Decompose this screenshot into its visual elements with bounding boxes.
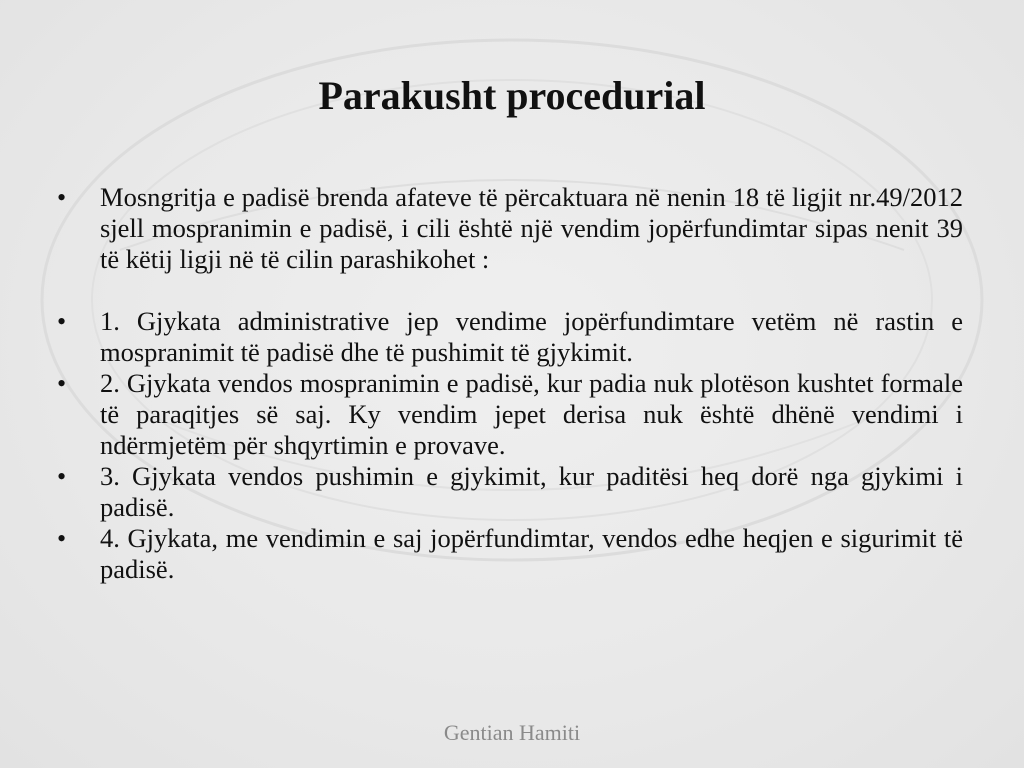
bullet-item	[57, 182, 963, 275]
bullet-text: 3. Gjykata vendos pushimin e gjykimit, kur paditësi heq dorë nga gjykimi i padisë.	[100, 461, 963, 522]
slide-title: Parakusht procedurial	[318, 73, 706, 118]
bullet-text: 2. Gjykata vendos mospranimin e padisë, kur padia nuk plotëson kushtet formale të paraqitjes së saj. Ky vendim jepet derisa nuk është dhënë vendimi i ndërmjetëm për shqyrtimin e provave.	[100, 368, 963, 460]
bullet-marker: •	[57, 307, 67, 336]
bullet-text: 1. Gjykata administrative jep vendime jopërfundimtare vetëm në rastin e mospranimit të padisë dhe të pushimit të gjykimit.	[100, 306, 963, 367]
bullet-marker: •	[57, 183, 67, 212]
bullet-marker: •	[57, 524, 67, 553]
bullet-item	[57, 368, 963, 461]
slide-footer: Gentian Hamiti	[443, 720, 581, 745]
bullet-text: 4. Gjykata, me vendimin e saj jopërfundimtar, vendos edhe heqjen e sigurimit të padisë.	[100, 523, 963, 584]
bullet-marker: •	[57, 462, 67, 491]
bullet-list	[57, 182, 963, 585]
bullet-item	[57, 523, 963, 585]
bullet-item	[57, 306, 963, 368]
bullet-text: Mosngritja e padisë brenda afateve të përcaktuara në nenin 18 të ligjit nr.49/2012 sjell mospranimin e padisë, i cili është një vendim jopërfundimtar sipas nenit 39 të këtij ligji në të cilin parashikohet :	[100, 182, 963, 274]
bullet-item	[57, 461, 963, 523]
bullet-marker: •	[57, 369, 67, 398]
